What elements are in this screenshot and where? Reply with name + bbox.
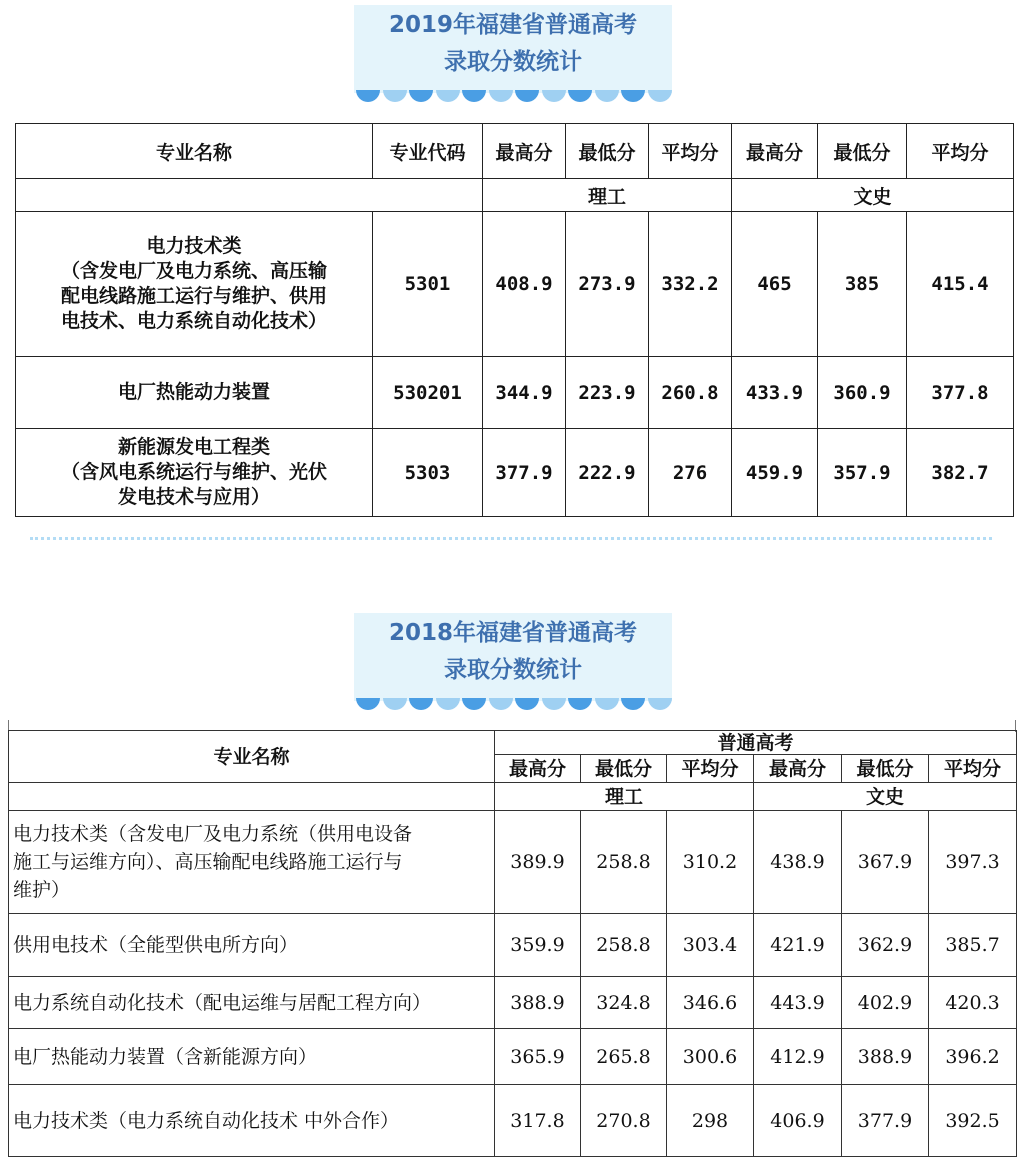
scallop-dot bbox=[409, 90, 433, 102]
score-cell: 273.9 bbox=[566, 212, 649, 357]
major-name bbox=[16, 357, 373, 429]
scallop-dot bbox=[383, 90, 407, 102]
scallop-dot bbox=[515, 90, 539, 102]
scallop-dot bbox=[462, 90, 486, 102]
group-empty bbox=[16, 179, 483, 212]
scallop-dot bbox=[568, 90, 592, 102]
score-cell: 392.5 bbox=[929, 1085, 1017, 1157]
score-cell: 357.9 bbox=[818, 429, 907, 517]
table-row bbox=[9, 1085, 1017, 1157]
score-table-2018 bbox=[8, 730, 1017, 1157]
score-cell: 397.3 bbox=[929, 811, 1017, 914]
major-name bbox=[9, 914, 495, 977]
major-name bbox=[9, 977, 495, 1029]
major-name-line: 供用电技术（全能型供电所方向） bbox=[13, 934, 299, 956]
score-cell: 367.9 bbox=[842, 811, 929, 914]
score-cell: 415.4 bbox=[907, 212, 1014, 357]
score-cell: 396.2 bbox=[929, 1029, 1017, 1085]
major-name bbox=[9, 1085, 495, 1157]
scallop-dot bbox=[383, 698, 407, 710]
scallop-dot bbox=[595, 698, 619, 710]
major-name bbox=[9, 811, 495, 914]
col-header-sci-avg: 平均分 bbox=[649, 124, 732, 179]
score-cell: 412.9 bbox=[754, 1029, 842, 1085]
score-cell: 223.9 bbox=[566, 357, 649, 429]
scallop-dot bbox=[621, 698, 645, 710]
score-cell: 317.8 bbox=[495, 1085, 581, 1157]
score-cell: 265.8 bbox=[581, 1029, 667, 1085]
score-cell: 300.6 bbox=[667, 1029, 754, 1085]
section-divider bbox=[30, 537, 992, 540]
scallop-dot bbox=[436, 698, 460, 710]
score-cell: 359.9 bbox=[495, 914, 581, 977]
scallop-dot bbox=[568, 698, 592, 710]
major-name-line: 电力技术类（含发电厂及电力系统（供用电设备 bbox=[13, 823, 413, 845]
group-row bbox=[16, 179, 1014, 212]
col-header-arts-min: 最低分 bbox=[842, 755, 929, 783]
scallop-dot bbox=[489, 90, 513, 102]
score-cell: 222.9 bbox=[566, 429, 649, 517]
score-cell: 377.9 bbox=[483, 429, 566, 517]
score-cell: 360.9 bbox=[818, 357, 907, 429]
score-cell: 362.9 bbox=[842, 914, 929, 977]
group-arts: 文史 bbox=[732, 179, 1014, 212]
group-empty bbox=[9, 783, 495, 811]
banner-dots bbox=[354, 698, 672, 710]
major-code: 530201 bbox=[373, 357, 483, 429]
major-name-line: 电厂热能动力装置（含新能源方向） bbox=[13, 1045, 318, 1068]
banner-2019 bbox=[354, 5, 672, 93]
major-name-line: 电厂热能动力装置 bbox=[117, 381, 270, 403]
score-cell: 438.9 bbox=[754, 811, 842, 914]
score-cell: 385 bbox=[818, 212, 907, 357]
scallop-dot bbox=[409, 698, 433, 710]
score-cell: 389.9 bbox=[495, 811, 581, 914]
score-cell: 388.9 bbox=[495, 977, 581, 1029]
col-header-arts-avg: 平均分 bbox=[907, 124, 1014, 179]
col-header-sci-avg: 平均分 bbox=[667, 755, 754, 783]
scallop-dot bbox=[542, 698, 566, 710]
score-cell: 433.9 bbox=[732, 357, 818, 429]
major-name-line: 电力系统自动化技术（配电运维与居配工程方向） bbox=[13, 991, 432, 1014]
major-name-line: 维护） bbox=[13, 879, 71, 901]
header-row bbox=[9, 731, 1017, 755]
major-name-line: （含发电厂及电力系统、高压输 bbox=[60, 260, 327, 282]
scallop-dot bbox=[515, 698, 539, 710]
banner-2019-line2: 录取分数统计 bbox=[444, 49, 582, 75]
major-name-line: 电技术、电力系统自动化技术） bbox=[60, 310, 327, 332]
scallop-dot bbox=[489, 698, 513, 710]
score-cell: 408.9 bbox=[483, 212, 566, 357]
table-row bbox=[9, 811, 1017, 914]
group-row bbox=[9, 783, 1017, 811]
col-header-code: 专业代码 bbox=[373, 124, 483, 179]
col-header-arts-min: 最低分 bbox=[818, 124, 907, 179]
banner-2018-line1: 2018年福建省普通高考 bbox=[388, 620, 637, 646]
col-header-arts-max: 最高分 bbox=[732, 124, 818, 179]
col-header-arts-avg: 平均分 bbox=[929, 755, 1017, 783]
col-header-sci-min: 最低分 bbox=[566, 124, 649, 179]
score-cell: 298 bbox=[667, 1085, 754, 1157]
table-row bbox=[9, 1029, 1017, 1085]
score-cell: 310.2 bbox=[667, 811, 754, 914]
score-cell: 459.9 bbox=[732, 429, 818, 517]
table-row bbox=[16, 429, 1014, 517]
major-name-line: 电力技术类 bbox=[146, 235, 242, 257]
major-name bbox=[16, 212, 373, 357]
group-science: 理工 bbox=[483, 179, 732, 212]
major-code: 5301 bbox=[373, 212, 483, 357]
major-name-line: 施工与运维方向）、高压输配电线路施工运行与 bbox=[13, 851, 403, 873]
score-cell: 402.9 bbox=[842, 977, 929, 1029]
major-name bbox=[16, 429, 373, 517]
table-row bbox=[9, 977, 1017, 1029]
major-name-line: 电力技术类（电力系统自动化技术 中外合作） bbox=[13, 1109, 400, 1132]
major-name-line: 新能源发电工程类 bbox=[117, 436, 270, 458]
score-cell: 406.9 bbox=[754, 1085, 842, 1157]
col-header-sci-min: 最低分 bbox=[581, 755, 667, 783]
group-science: 理工 bbox=[495, 783, 754, 811]
scallop-dot bbox=[648, 698, 672, 710]
col-header-exam: 普通高考 bbox=[495, 731, 1017, 755]
score-cell: 388.9 bbox=[842, 1029, 929, 1085]
major-name-line: 配电线路施工运行与维护、供用 bbox=[60, 285, 327, 307]
scallop-dot bbox=[356, 90, 380, 102]
banner-2019-line1: 2019年福建省普通高考 bbox=[388, 12, 637, 38]
table-row bbox=[9, 914, 1017, 977]
scallop-dot bbox=[462, 698, 486, 710]
scallop-dot bbox=[436, 90, 460, 102]
score-cell: 382.7 bbox=[907, 429, 1014, 517]
major-name-line: 发电技术与应用） bbox=[117, 486, 270, 508]
score-cell: 365.9 bbox=[495, 1029, 581, 1085]
banner-2018-line2: 录取分数统计 bbox=[444, 657, 582, 683]
col-header-name: 专业名称 bbox=[16, 124, 373, 179]
header-row bbox=[16, 124, 1014, 179]
score-table-2019 bbox=[15, 123, 1014, 517]
col-header-sci-max: 最高分 bbox=[495, 755, 581, 783]
score-cell: 270.8 bbox=[581, 1085, 667, 1157]
score-cell: 465 bbox=[732, 212, 818, 357]
score-cell: 346.6 bbox=[667, 977, 754, 1029]
col-header-arts-max: 最高分 bbox=[754, 755, 842, 783]
scallop-dot bbox=[621, 90, 645, 102]
score-cell: 344.9 bbox=[483, 357, 566, 429]
score-cell: 258.8 bbox=[581, 811, 667, 914]
major-name bbox=[9, 1029, 495, 1085]
group-arts: 文史 bbox=[754, 783, 1017, 811]
scallop-dot bbox=[648, 90, 672, 102]
score-cell: 377.9 bbox=[842, 1085, 929, 1157]
score-cell: 276 bbox=[649, 429, 732, 517]
score-cell: 421.9 bbox=[754, 914, 842, 977]
banner-dots bbox=[354, 90, 672, 102]
scallop-dot bbox=[542, 90, 566, 102]
major-code: 5303 bbox=[373, 429, 483, 517]
score-cell: 258.8 bbox=[581, 914, 667, 977]
table-row bbox=[16, 212, 1014, 357]
banner-2018 bbox=[354, 613, 672, 701]
score-cell: 324.8 bbox=[581, 977, 667, 1029]
scallop-dot bbox=[595, 90, 619, 102]
score-cell: 377.8 bbox=[907, 357, 1014, 429]
score-cell: 385.7 bbox=[929, 914, 1017, 977]
table-row bbox=[16, 357, 1014, 429]
major-name-line: （含风电系统运行与维护、光伏 bbox=[60, 461, 327, 483]
score-cell: 420.3 bbox=[929, 977, 1017, 1029]
col-header-name: 专业名称 bbox=[9, 731, 495, 783]
scallop-dot bbox=[356, 698, 380, 710]
score-cell: 260.8 bbox=[649, 357, 732, 429]
col-header-sci-max: 最高分 bbox=[483, 124, 566, 179]
score-cell: 332.2 bbox=[649, 212, 732, 357]
score-cell: 303.4 bbox=[667, 914, 754, 977]
score-cell: 443.9 bbox=[754, 977, 842, 1029]
